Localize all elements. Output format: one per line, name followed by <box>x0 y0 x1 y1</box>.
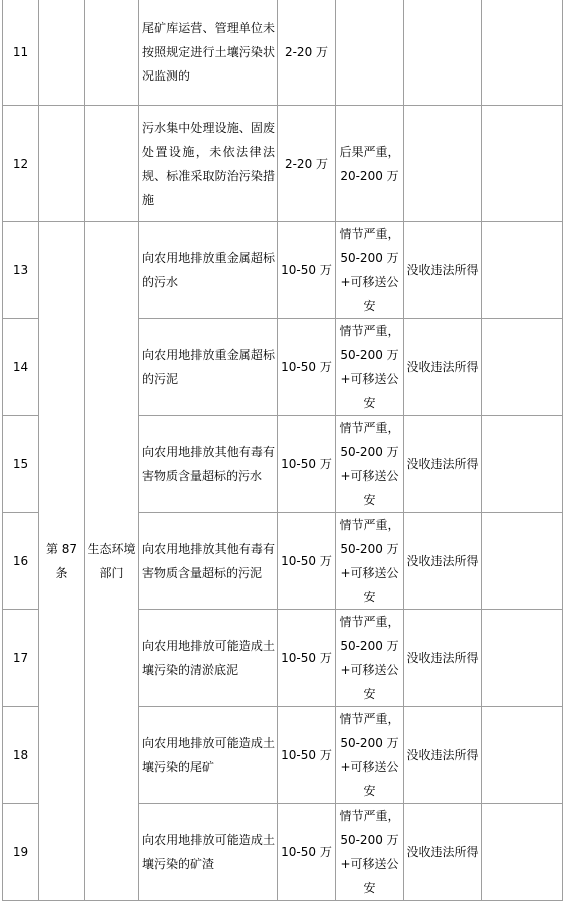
table-row <box>3 106 563 222</box>
fine-range: 2-20 万 <box>278 0 336 106</box>
fine-range: 10-50 万 <box>278 513 336 610</box>
row-number: 11 <box>3 0 39 106</box>
serious-penalty: 情节严重，50-200 万+可移送公安 <box>336 707 404 804</box>
row-number: 14 <box>3 319 39 416</box>
confiscation: 没收违法所得 <box>404 319 482 416</box>
remarks-cell <box>482 222 563 319</box>
serious-penalty: 情节严重，50-200 万+可移送公安 <box>336 416 404 513</box>
remarks-cell <box>482 610 563 707</box>
article-cell-empty <box>39 0 85 106</box>
confiscation: 没收违法所得 <box>404 707 482 804</box>
article-cell: 第 87 条 <box>39 222 85 901</box>
violation-description: 尾矿库运营、管理单位未按照规定进行土壤污染状况监测的 <box>139 0 278 106</box>
remarks-cell <box>482 513 563 610</box>
serious-penalty: 情节严重，50-200 万+可移送公安 <box>336 804 404 901</box>
remarks-cell <box>482 416 563 513</box>
serious-penalty <box>336 0 404 106</box>
fine-range: 10-50 万 <box>278 804 336 901</box>
remarks-cell <box>482 804 563 901</box>
fine-range: 10-50 万 <box>278 222 336 319</box>
article-cell-empty <box>39 106 85 222</box>
remarks-cell <box>482 0 563 106</box>
serious-penalty: 情节严重，50-200 万+可移送公安 <box>336 222 404 319</box>
fine-range: 10-50 万 <box>278 319 336 416</box>
row-number: 15 <box>3 416 39 513</box>
violation-description: 污水集中处理设施、固废处置设施，未依法律法规、标准采取防治污染措施 <box>139 106 278 222</box>
serious-penalty: 情节严重，50-200 万+可移送公安 <box>336 610 404 707</box>
fine-range: 10-50 万 <box>278 610 336 707</box>
row-number: 17 <box>3 610 39 707</box>
violation-description: 向农用地排放重金属超标的污水 <box>139 222 278 319</box>
confiscation <box>404 106 482 222</box>
row-number: 18 <box>3 707 39 804</box>
violation-description: 向农用地排放可能造成土壤污染的尾矿 <box>139 707 278 804</box>
violation-description: 向农用地排放其他有毒有害物质含量超标的污水 <box>139 416 278 513</box>
fine-range: 10-50 万 <box>278 416 336 513</box>
penalty-table <box>2 0 563 901</box>
row-number: 12 <box>3 106 39 222</box>
violation-description: 向农用地排放其他有毒有害物质含量超标的污泥 <box>139 513 278 610</box>
serious-penalty: 情节严重，50-200 万+可移送公安 <box>336 513 404 610</box>
serious-penalty: 情节严重，50-200 万+可移送公安 <box>336 319 404 416</box>
fine-range: 10-50 万 <box>278 707 336 804</box>
row-number: 19 <box>3 804 39 901</box>
department-cell-empty <box>85 106 139 222</box>
fine-range: 2-20 万 <box>278 106 336 222</box>
confiscation: 没收违法所得 <box>404 610 482 707</box>
confiscation <box>404 0 482 106</box>
remarks-cell <box>482 707 563 804</box>
violation-description: 向农用地排放重金属超标的污泥 <box>139 319 278 416</box>
table-row <box>3 222 563 319</box>
violation-description: 向农用地排放可能造成土壤污染的清淤底泥 <box>139 610 278 707</box>
serious-penalty: 后果严重，20-200 万 <box>336 106 404 222</box>
row-number: 13 <box>3 222 39 319</box>
row-number: 16 <box>3 513 39 610</box>
violation-description: 向农用地排放可能造成土壤污染的矿渣 <box>139 804 278 901</box>
department-cell-empty <box>85 0 139 106</box>
confiscation: 没收违法所得 <box>404 804 482 901</box>
table-row <box>3 0 563 106</box>
remarks-cell <box>482 319 563 416</box>
confiscation: 没收违法所得 <box>404 513 482 610</box>
confiscation: 没收违法所得 <box>404 416 482 513</box>
confiscation: 没收违法所得 <box>404 222 482 319</box>
remarks-cell <box>482 106 563 222</box>
department-cell: 生态环境部门 <box>85 222 139 901</box>
